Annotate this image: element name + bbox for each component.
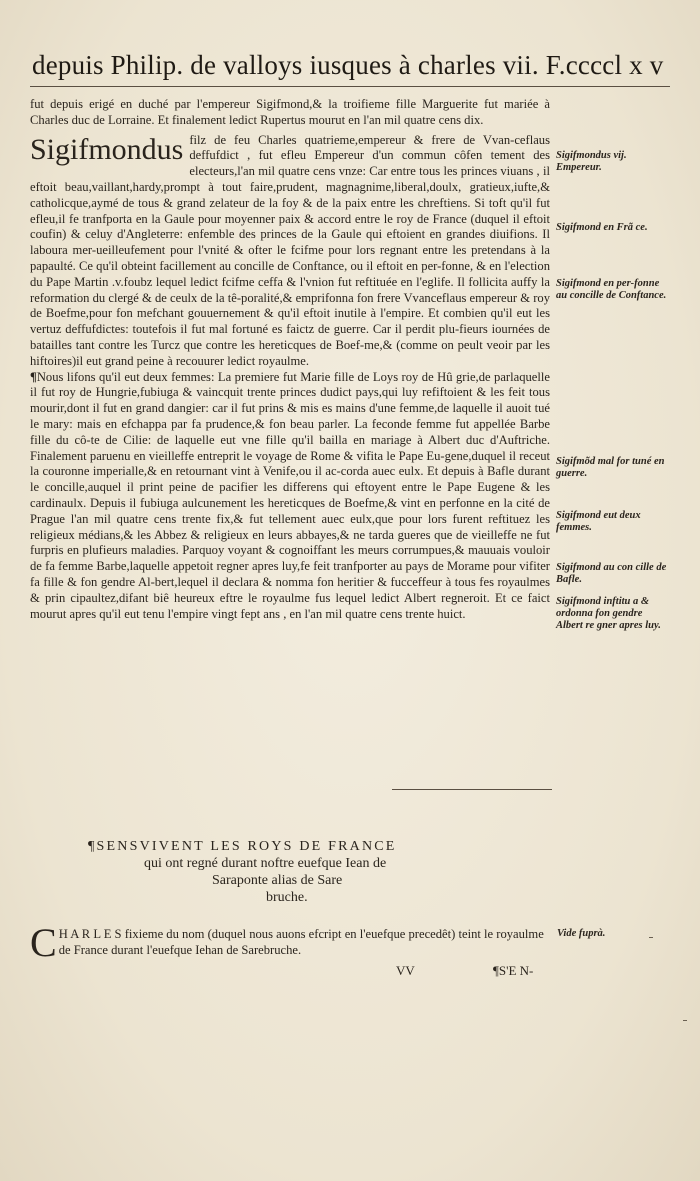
pilcrow-mark: ¶ [30, 369, 37, 384]
paper-speck [649, 937, 653, 938]
signature-mark: VV [396, 963, 415, 978]
paragraph-rupertus: fut depuis erigé en duché par l'empereur Sigifmond,& la troifieme fille Marguerite fut mariée à Charles duc de Lorraine. Et finalement ledict Rupertus mourut en l'an mil quatre cens dix. [30, 97, 550, 127]
dropcap-word: Sigifmondus [30, 132, 184, 166]
margin-note-vide: Vide fuprà. [557, 928, 606, 939]
paper-speck [683, 1020, 687, 1021]
section-heading-line: bruche. [266, 890, 308, 905]
margin-note: Sigifmond en per-fonne au concille de Conftance. [556, 278, 667, 301]
catchword: ¶S'E N- [493, 963, 534, 978]
header-rule [30, 86, 670, 87]
margin-note: Sigifmondus vij. Empereur. [556, 150, 627, 173]
paragraph-sigismond-text: filz de feu Charles quatrieme,empereur & frere de Vvan-ceflaus deffufdict , fut efleu Empereur d'un commun côfen tement des electeurs,l'an mil quatre cens vnze: Car entre tous les princes viuans , il eftoit beau,vaillant,hardy,prompt à tout faire,prudent, magnagnime,liberal,doulx, gratieux,iufte,& catholicque,aymé de tous & grand zelateur de la foy & de la paix entre les chreftiens. Si toft qu'il fut efleu,il fe tranfporta en la Gaule pour moyenner paix & accord entre le roy de France (duquel il eftoit coufin) & celuy d'Angleterre: enfemble des princes de la Gaule qui eftoient en grandes diuifions. Il laboura mer-ueilleufement pour l'vnité & ofter le fcifme pour lors regnant entre les pretendans à la papaulté. Ce qu'il obteint facillement au concille de Conftance, ou il eftoit en per-fonne, & en l'election du Pape Martin .v.foubz lequel ledict fcifme ceffa & l'vnion fut reftituée en l'eglife. Il follicita auffy la reformation du clergé & de ceulx de la tê-poralité,& emprifonna fon frere Vvanceflaus empereur & roy de Boefme,pour fon mefchant gouuernement & qu'il eftoit inutile à l'empire. Et combien qu'il eut les vertuz deffufdictes: toutefois il fut mal fortuné es faictz de guerre. Car il perdit plu-fieurs iournées de batailles tant contre les Turcz que contre les hereticques de Boef-me,& (comme on peult veoir par les hiftoires)il eut grand peine à recouurer ledict royaulme. [30, 132, 550, 368]
closing-flourish [392, 789, 552, 790]
section-heading-line: qui ont regné durant noftre euefque Iean de [144, 856, 387, 871]
margin-note: Sigifmond en Frã ce. [556, 222, 648, 233]
charles-paragraph [30, 920, 550, 965]
section-heading-title: ¶SENSVIVENT LES ROYS DE FRANCE [88, 839, 397, 854]
charles-text: H A R L E S fixieme du nom (duquel nous auons efcript en l'euefque precedêt) teint le royaulme de France durant l'euefque Iehan de Sarebruche. [58, 927, 544, 957]
margin-note: Sigifmõd mal for tuné en guerre. [556, 456, 665, 479]
margin-note: Sigifmond inftitu a & ordonna fon gendre Albert re gner apres luy. [556, 596, 661, 631]
paragraph-wives-text: Nous lifons qu'il eut deux femmes: La premiere fut Marie fille de Loys roy de Hû grie,de parlaquelle il fut roy de Hungrie,fubiuga & vaincquit trente princes dudict pays,qui luy refiftoient & les feit tous mourir,dont il fut en grand dangier: car il fut prins & mis es mains d'une femme,de laquelle il auoit tué le mary: mais en efchappa par fa prudence,& fon beau parler. La feconde femme fut appellée Barbe fille du cô-te de Cilie: de laquelle eut vne fille qu'il bailla en mariage à Albert duc d'Auftriche. Finalement paruenu en vieilleffe entreprit le voyage de Rome & vifita le Pape Eu-gene,duquel il receut la couronne imperialle,& en retournant vint à Venife,ou il ac-corda auec eulx. Et depuis à Bafle durant le concille,auquel il print peine de pacifier les differens qui eftoyent entre le Pape Eugene & les cardinaulx. Depuis il fubiuga aulcunement les hereticques de Boefme,& vint en perfonne en la cité de Prague l'an mil quatre cens trente fix,& fut tellement auec eulx,que pour lors furent reftituez les religieux médians,& les Abbez & religieux en leurs abbayes,& ne tarda gueres que de vieilleffe ne fut furpris en plufieurs maladies. Parquoy voyant & cognoiffant les meurs corrumpues,& mauuais vouloir de fa femme Barbe,laquelle appetoit regner apres luy,fe feit tranfporter au pays de Morame pour vifiter fa fille & fon gendre Al-bert,lequel il declara & nomma fon heritier & fucceffeur à tous fes royaulmes & prin cipaultez,difant biê heureux eftre le royaulme fus lequel ledict Albert regneroit. Et ce faict mourut apres qu'il eut tenu l'empire vingt fept ans , en l'an mil quatre cens trente huict. [30, 369, 550, 621]
margin-note: Sigifmond eut deux femmes. [556, 510, 641, 533]
main-text-column [30, 97, 550, 622]
initial-letter: C [30, 920, 57, 965]
margin-note: Sigifmond au con cille de Bafle. [556, 562, 667, 585]
paragraph-sigismond [30, 133, 550, 370]
section-heading-line: Saraponte alias de Sare [212, 873, 343, 888]
running-header: depuis Philip. de valloys iusques à charles vii. F.ccccl x v [32, 50, 664, 80]
section-heading [88, 838, 518, 906]
paragraph-wives [30, 370, 550, 623]
